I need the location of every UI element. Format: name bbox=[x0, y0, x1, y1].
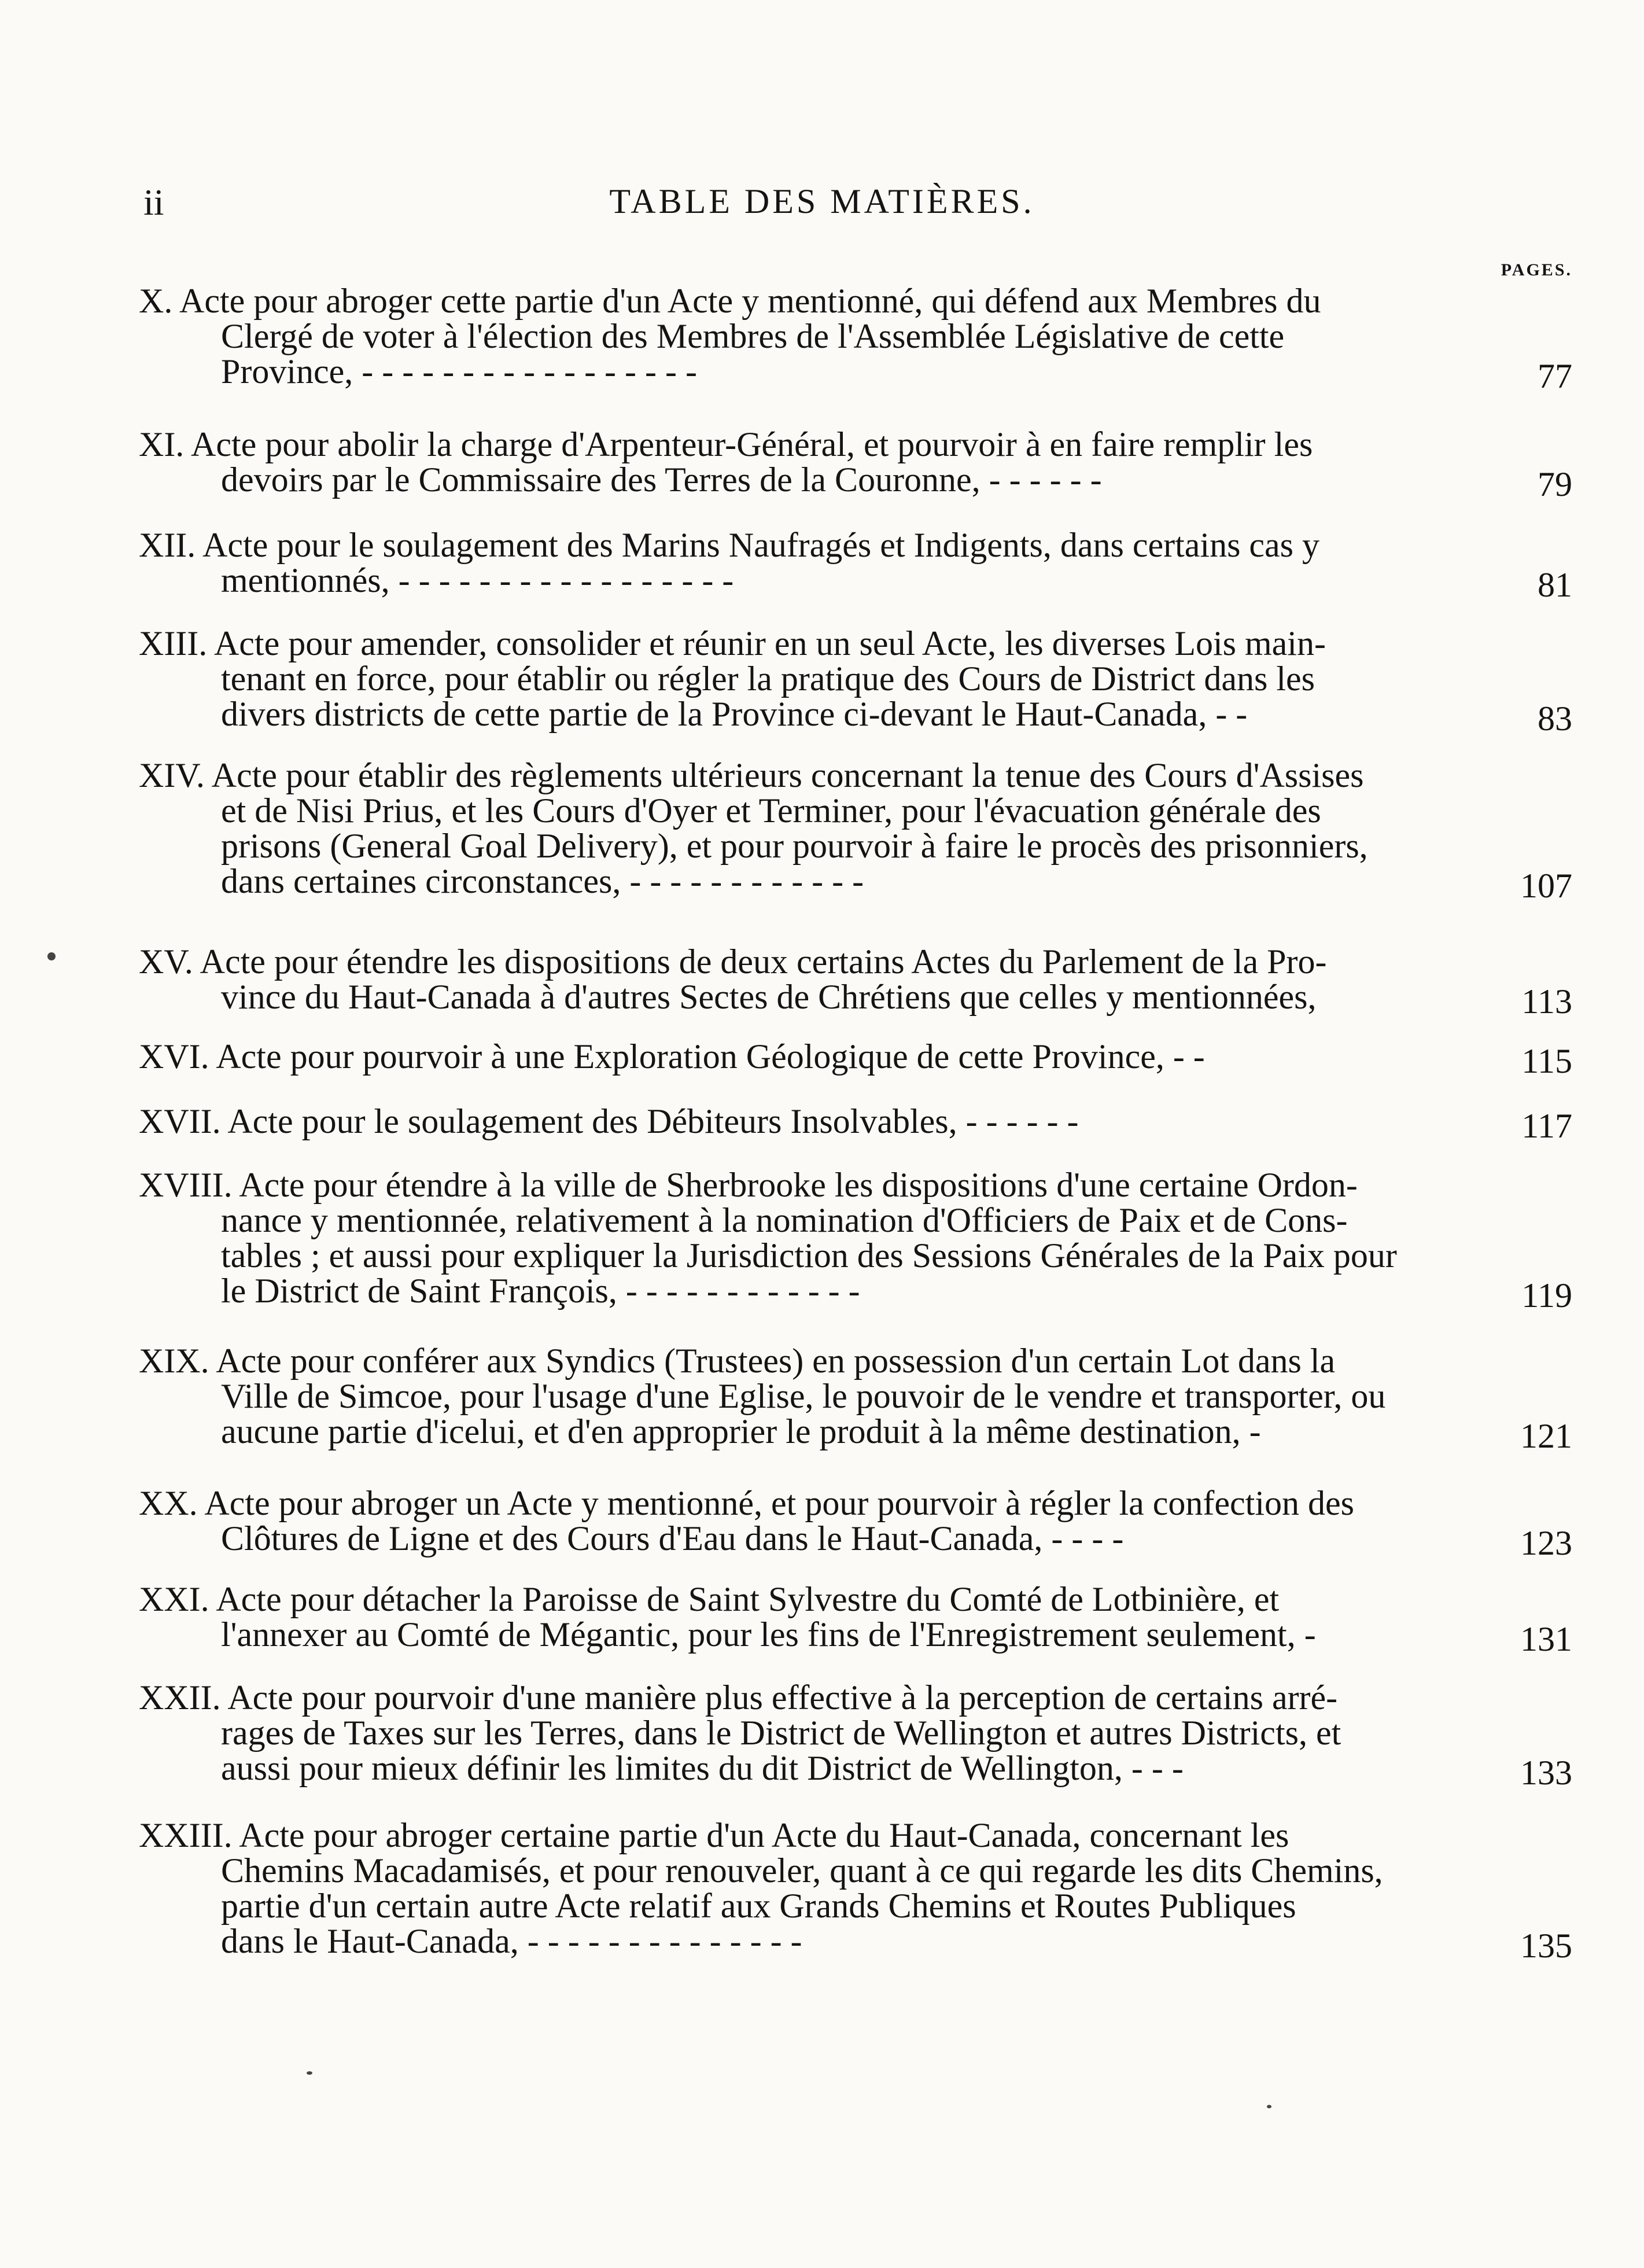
contents-entry bbox=[139, 1039, 1498, 1074]
entry-line bbox=[139, 1888, 1498, 1924]
entry-text: Acte pour pourvoir à une Exploration Géologique de cette Province, - - bbox=[216, 1037, 1205, 1076]
act-number: XV. bbox=[139, 942, 200, 981]
entry-text: Acte pour abolir la charge d'Arpenteur-Général, et pourvoir à en faire remplir les bbox=[191, 425, 1313, 463]
page-reference: 79 bbox=[1538, 465, 1572, 503]
act-number: XX. bbox=[139, 1484, 205, 1522]
entry-text: Acte pour abroger un Acte y mentionné, et pour pourvoir à régler la confection des bbox=[204, 1484, 1354, 1522]
entry-text: Acte pour abroger certaine partie d'un Acte du Haut-Canada, concernant les bbox=[239, 1816, 1289, 1854]
entry-text: partie d'un certain autre Acte relatif aux Grands Chemins et Routes Publiques bbox=[221, 1887, 1296, 1925]
act-number: XVI. bbox=[139, 1037, 216, 1076]
page-title: TABLE DES MATIÈRES. bbox=[609, 182, 1035, 220]
contents-entry bbox=[139, 427, 1498, 498]
page-reference: 135 bbox=[1520, 1927, 1572, 1965]
entry-line bbox=[139, 626, 1498, 661]
page-reference: 113 bbox=[1521, 982, 1572, 1021]
entry-text: Acte pour le soulagement des Marins Naufragés et Indigents, dans certains cas y bbox=[202, 526, 1320, 564]
entry-text: prisons (General Goal Delivery), et pour pourvoir à faire le procès des prisonniers, bbox=[221, 827, 1368, 865]
contents-entry bbox=[139, 1343, 1498, 1449]
page-reference: 83 bbox=[1538, 699, 1572, 738]
act-number: XII. bbox=[139, 526, 202, 564]
entry-line bbox=[139, 980, 1498, 1015]
entry-text: divers districts de cette partie de la Province ci-devant le Haut-Canada, - - bbox=[221, 695, 1248, 733]
entry-line bbox=[139, 1715, 1498, 1751]
entry-text: Acte pour pourvoir d'une manière plus effective à la perception de certains arré- bbox=[227, 1678, 1338, 1717]
act-number: XI. bbox=[139, 425, 191, 463]
contents-entry bbox=[139, 1168, 1498, 1309]
ink-speck bbox=[307, 2071, 312, 2075]
entry-line bbox=[139, 661, 1498, 697]
entry-text: devoirs par le Commissaire des Terres de la Couronne, - - - - - - bbox=[221, 461, 1102, 499]
entry-text: dans le Haut-Canada, - - - - - - - - - - - - - - bbox=[221, 1922, 802, 1960]
entry-text: dans certaines circonstances, - - - - - - - - - - - - bbox=[221, 862, 864, 900]
contents-entry bbox=[139, 758, 1498, 899]
entry-line bbox=[139, 1617, 1498, 1652]
entry-line bbox=[139, 528, 1498, 563]
entry-line bbox=[139, 1924, 1498, 1959]
act-number: XIV. bbox=[139, 756, 212, 794]
entry-text: le District de Saint François, - - - - - - - - - - - - bbox=[221, 1272, 860, 1310]
page-reference: 77 bbox=[1538, 357, 1572, 395]
entry-line bbox=[139, 793, 1498, 829]
contents-entry bbox=[139, 1582, 1498, 1652]
contents-entry bbox=[139, 1104, 1498, 1139]
entry-text: Acte pour abroger cette partie d'un Acte y mentionné, qui défend aux Membres du bbox=[179, 282, 1321, 320]
entry-line bbox=[139, 864, 1498, 899]
entry-line bbox=[139, 1273, 1498, 1309]
entry-line bbox=[139, 563, 1498, 598]
entry-line bbox=[139, 284, 1498, 319]
entry-text: Acte pour étendre à la ville de Sherbrooke les dispositions d'une certaine Ordon- bbox=[239, 1166, 1358, 1204]
entry-text: Chemins Macadamisés, et pour renouveler, quant à ce qui regarde les dits Chemins, bbox=[221, 1851, 1383, 1890]
entry-line bbox=[139, 1414, 1498, 1449]
entry-line bbox=[139, 1168, 1498, 1203]
entry-line bbox=[139, 1486, 1498, 1521]
entry-text: tables ; et aussi pour expliquer la Jurisdiction des Sessions Générales de la Paix pour bbox=[221, 1236, 1397, 1275]
entry-line bbox=[139, 944, 1498, 980]
entry-line bbox=[139, 829, 1498, 864]
contents-entry bbox=[139, 944, 1498, 1015]
page-reference: 119 bbox=[1521, 1276, 1572, 1315]
entry-line bbox=[139, 1751, 1498, 1786]
entry-line bbox=[139, 1818, 1498, 1853]
entry-text: Acte pour conférer aux Syndics (Trustees) en possession d'un certain Lot dans la bbox=[216, 1342, 1336, 1380]
entry-text: aussi pour mieux définir les limites du dit District de Wellington, - - - bbox=[221, 1749, 1184, 1787]
entry-text: Acte pour détacher la Paroisse de Saint Sylvestre du Comté de Lotbinière, et bbox=[216, 1580, 1280, 1618]
entry-text: Acte pour amender, consolider et réunir en un seul Acte, les diverses Lois main- bbox=[213, 624, 1326, 662]
act-number: XIII. bbox=[139, 624, 214, 662]
contents-entry bbox=[139, 1818, 1498, 1959]
entry-text: Province, - - - - - - - - - - - - - - - - - bbox=[221, 352, 697, 391]
entry-line bbox=[139, 1853, 1498, 1888]
entry-text: Acte pour le soulagement des Débiteurs Insolvables, - - - - - - bbox=[227, 1102, 1079, 1140]
entry-line bbox=[139, 354, 1498, 389]
entry-line bbox=[139, 1680, 1498, 1715]
entry-text: Ville de Simcoe, pour l'usage d'une Eglise, le pouvoir de le vendre et transporter, ou bbox=[221, 1377, 1386, 1415]
entry-line bbox=[139, 758, 1498, 793]
act-number: XXII. bbox=[139, 1678, 228, 1717]
entry-line bbox=[139, 1203, 1498, 1238]
page-reference: 115 bbox=[1521, 1042, 1572, 1080]
contents-entry bbox=[139, 1680, 1498, 1786]
entry-text: l'annexer au Comté de Mégantic, pour les fins de l'Enregistrement seulement, - bbox=[221, 1615, 1316, 1654]
entry-text: rages de Taxes sur les Terres, dans le District de Wellington et autres Districts, et bbox=[221, 1714, 1341, 1752]
page-reference: 117 bbox=[1521, 1107, 1572, 1145]
entry-line bbox=[139, 427, 1498, 462]
pages-column-label: PAGES. bbox=[1501, 260, 1572, 279]
entry-line bbox=[139, 1521, 1498, 1556]
entry-text: et de Nisi Prius, et les Cours d'Oyer et Terminer, pour l'évacuation générale des bbox=[221, 791, 1321, 830]
entry-text: Clôtures de Ligne et des Cours d'Eau dans le Haut-Canada, - - - - bbox=[221, 1519, 1124, 1558]
entry-text: Acte pour établir des règlements ultérieurs concernant la tenue des Cours d'Assises bbox=[211, 756, 1364, 794]
contents-entry bbox=[139, 1486, 1498, 1556]
page-number: ii bbox=[143, 182, 164, 223]
entry-line bbox=[139, 319, 1498, 354]
act-number: X. bbox=[139, 282, 180, 320]
contents-entry bbox=[139, 284, 1498, 389]
contents-entry bbox=[139, 626, 1498, 732]
page-reference: 107 bbox=[1520, 867, 1572, 905]
entry-line bbox=[139, 1343, 1498, 1379]
page-reference: 81 bbox=[1538, 566, 1572, 604]
act-number: XIX. bbox=[139, 1342, 216, 1380]
entry-text: Clergé de voter à l'élection des Membres de l'Assemblée Législative de cette bbox=[221, 317, 1285, 355]
contents-entry bbox=[139, 528, 1498, 598]
page-reference: 121 bbox=[1520, 1417, 1572, 1455]
act-number: XXIII. bbox=[139, 1816, 239, 1854]
entry-text: Acte pour étendre les dispositions de deux certains Actes du Parlement de la Pro- bbox=[200, 942, 1327, 981]
page-reference: 133 bbox=[1520, 1754, 1572, 1792]
entry-line bbox=[139, 1379, 1498, 1414]
page-reference: 131 bbox=[1520, 1620, 1572, 1658]
page-reference: 123 bbox=[1520, 1524, 1572, 1562]
entry-line bbox=[139, 1104, 1498, 1139]
entry-line bbox=[139, 1582, 1498, 1617]
act-number: XVII. bbox=[139, 1102, 228, 1140]
entry-line bbox=[139, 462, 1498, 498]
entry-line bbox=[139, 1039, 1498, 1074]
entry-text: vince du Haut-Canada à d'autres Sectes de Chrétiens que celles y mentionnées, bbox=[221, 978, 1317, 1016]
entry-text: tenant en force, pour établir ou régler la pratique des Cours de District dans les bbox=[221, 660, 1315, 698]
act-number: XVIII. bbox=[139, 1166, 239, 1204]
act-number: XXI. bbox=[139, 1580, 216, 1618]
ink-speck bbox=[1267, 2105, 1271, 2108]
entry-text: mentionnés, - - - - - - - - - - - - - - - - - bbox=[221, 561, 734, 599]
entry-text: aucune partie d'icelui, et d'en approprier le produit à la même destination, - bbox=[221, 1412, 1261, 1450]
entry-line bbox=[139, 1238, 1498, 1273]
entry-line bbox=[139, 697, 1498, 732]
ink-speck bbox=[47, 952, 56, 960]
entry-text: nance y mentionnée, relativement à la nomination d'Officiers de Paix et de Cons- bbox=[221, 1201, 1348, 1239]
